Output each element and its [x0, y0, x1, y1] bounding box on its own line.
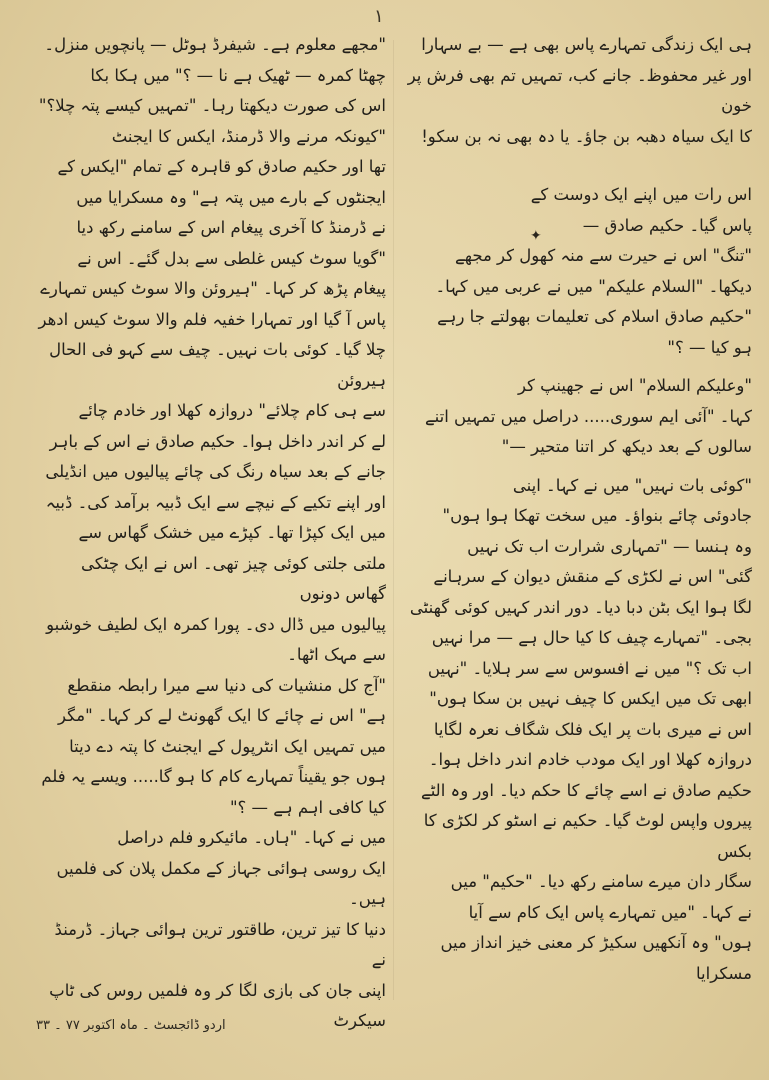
- text-line: "کوئی بات نہیں" میں نے کہا۔ اپنی: [512, 475, 752, 495]
- text-line: جادوئی چائے بنواؤ۔ میں سخت تھکا ہوا ہوں": [442, 506, 752, 525]
- right-column: [400, 30, 752, 989]
- text-line: گئی" اس نے لکڑی کے منقش دیوان کے سرہانے: [433, 567, 752, 586]
- text-line: پیالیوں میں ڈال دی۔ پورا کمرہ ایک لطیف خوشبو: [46, 614, 386, 634]
- text-line: ہوں" وہ آنکھیں سکیڑ کر معنی خیز انداز میں مسکرایا: [440, 933, 752, 983]
- star-mark-icon: ✦: [530, 228, 542, 244]
- text-line: پاس آ گیا اور تمہارا خفیہ فلم والا سوٹ کیس ادھر: [38, 309, 386, 329]
- text-line: لے کر اندر داخل ہوا۔ حکیم صادق نے اس کے باہر: [49, 431, 386, 451]
- page-mark: ۱: [374, 6, 384, 27]
- text-line: نے کہا۔ "میں تمہارے پاس ایک کام سے آیا: [468, 902, 752, 922]
- left-column: [36, 30, 386, 1037]
- text-line: دروازہ کھلا اور ایک مودب خادم اندر داخل ہوا۔: [428, 750, 752, 769]
- text-line: اس نے میری بات پر ایک فلک شگاف نعرہ لگایا: [433, 719, 752, 739]
- text-line: سے ہی کام چلائے" دروازہ کھلا اور خادم چائے: [78, 401, 386, 420]
- text-line: ملتی جلتی کوئی چیز تھی۔ اس نے ایک چٹکی گھاس دونوں: [81, 553, 386, 603]
- text-line: ہوں جو یقیناً تمہارے کام کا ہو گا..... ویسے یہ فلم: [41, 767, 386, 786]
- text-line: ہے" اس نے چائے کا ایک گھونٹ لے کر کہا۔ "مگر: [58, 706, 386, 725]
- text-line: وہ ہنسا — "تمہاری شرارت اب تک نہیں: [467, 536, 752, 556]
- text-line: تھا اور حکیم صادق کو قاہرہ کے تمام "ایکس کے: [57, 157, 386, 176]
- text-line: "حکیم صادق اسلام کی تعلیمات بھولتے جا رہے: [437, 307, 752, 326]
- text-line: دنیا کا تیز ترین، طاقتور ترین ہوائی جہاز۔ ڈرمنڈ نے: [54, 919, 386, 969]
- text-line: چلا گیا۔ کوئی بات نہیں۔ چیف سے کہو فی الحال ہیروئن: [49, 340, 386, 390]
- text-line: اور اپنے تکیے کے نیچے سے ایک ڈبیہ برآمد کی۔ ڈبیہ: [45, 492, 386, 512]
- text-line: جانے کے بعد سیاہ رنگ کی چائے پیالیوں میں انڈیلی: [45, 462, 386, 481]
- text-line: سگار دان میرے سامنے رکھ دیا۔ "حکیم" میں: [450, 872, 752, 891]
- text-line: اور غیر محفوظ۔ جانے کب، تمہیں تم بھی فرش پر خون: [407, 65, 752, 115]
- text-line: اپنی جان کی بازی لگا کر وہ فلمیں روس کی ٹاپ سیکرٹ: [49, 980, 386, 1030]
- text-line: سے مہک اٹھا۔: [287, 645, 386, 664]
- text-line: میں تمہیں ایک انٹرپول کے ایجنٹ کا پتہ دے دیتا: [69, 736, 386, 756]
- text-line: ہو کیا — ؟": [667, 337, 752, 357]
- text-line: میں ایک کپڑا تھا۔ کپڑے میں خشک گھاس سے: [78, 523, 386, 542]
- text-line: کیا کافی اہم ہے — ؟": [229, 797, 386, 817]
- text-line: "وعلیکم السلام" اس نے جھینپ کر: [517, 376, 752, 395]
- column-divider: [393, 40, 394, 1000]
- page-footer: اردو ڈائجسٹ ۔ ماہ اکتوبر ۷۷ ۔ ۳۳: [36, 1018, 226, 1033]
- text-line: میں نے کہا۔ "ہاں۔ مائیکرو فلم دراصل: [117, 828, 386, 847]
- text-line: پیغام پڑھ کر کہا۔ "ہیروئن والا سوٹ کیس تمہارے: [40, 279, 386, 298]
- text-line: ابھی تک میں ایکس کا چیف نہیں بن سکا ہوں": [429, 689, 752, 708]
- text-line: پاس گیا۔ حکیم صادق —: [582, 215, 752, 235]
- text-line: نے ڈرمنڈ کا آخری پیغام اس کے سامنے رکھ دیا: [76, 218, 386, 237]
- text-line: "گویا سوٹ کیس غلطی سے بدل گئے۔ اس نے: [77, 248, 386, 268]
- text-line: پیروں واپس لوٹ گیا۔ حکیم نے اسٹو کر لکڑی کا بکس: [423, 811, 752, 861]
- text-line: ایک روسی ہوائی جہاز کے مکمل پلان کی فلمیں ہیں۔: [56, 858, 386, 908]
- text-line: کہا۔ "آئی ایم سوری..... دراصل میں تمہیں اتنے: [424, 406, 752, 426]
- text-line: بجی۔ "تمہارے چیف کا کیا حال ہے — مرا نہیں: [431, 628, 752, 647]
- text-line: "تنگ" اس نے حیرت سے منہ کھول کر مجھے: [455, 246, 752, 265]
- text-line: "کیونکہ مرنے والا ڈرمنڈ، ایکس کا ایجنٹ: [111, 126, 386, 146]
- text-line: کا ایک سیاہ دھبہ بن جاؤ۔ یا دہ بھی نہ بن سکو!: [421, 126, 752, 146]
- text-line: ہی ایک زندگی تمہارے پاس بھی ہے — بے سہارا: [421, 35, 752, 54]
- text-line: "آج کل منشیات کی دنیا سے میرا رابطہ منقطع: [67, 675, 386, 695]
- text-line: اب تک ؟" میں نے افسوس سے سر ہلایا۔ "نہیں: [427, 658, 752, 678]
- text-line: اس رات میں اپنے ایک دوست کے: [530, 185, 752, 204]
- text-line: سالوں کے بعد دیکھ کر اتنا متحیر —": [501, 437, 752, 456]
- text-line: دیکھا۔ "السلام علیکم" میں نے عربی میں کہا۔: [435, 276, 752, 296]
- text-line: اس کی صورت دیکھتا رہا۔ "تمہیں کیسے پتہ چلا؟": [38, 96, 386, 115]
- text-line: حکیم صادق نے اسے چائے کا حکم دیا۔ اور وہ الٹے: [421, 780, 752, 800]
- text-line: "مجھے معلوم ہے۔ شیفرڈ ہوٹل — پانچویں منزل۔: [44, 35, 386, 54]
- text-line: چھٹا کمرہ — ٹھیک ہے نا — ؟" میں ہکا بکا: [90, 65, 386, 85]
- text-line: ایجنٹوں کے بارے میں پتہ ہے" وہ مسکرایا میں: [76, 187, 386, 207]
- text-line: لگا ہوا ایک بٹن دبا دیا۔ دور اندر کہیں کوئی گھنٹی: [409, 597, 752, 617]
